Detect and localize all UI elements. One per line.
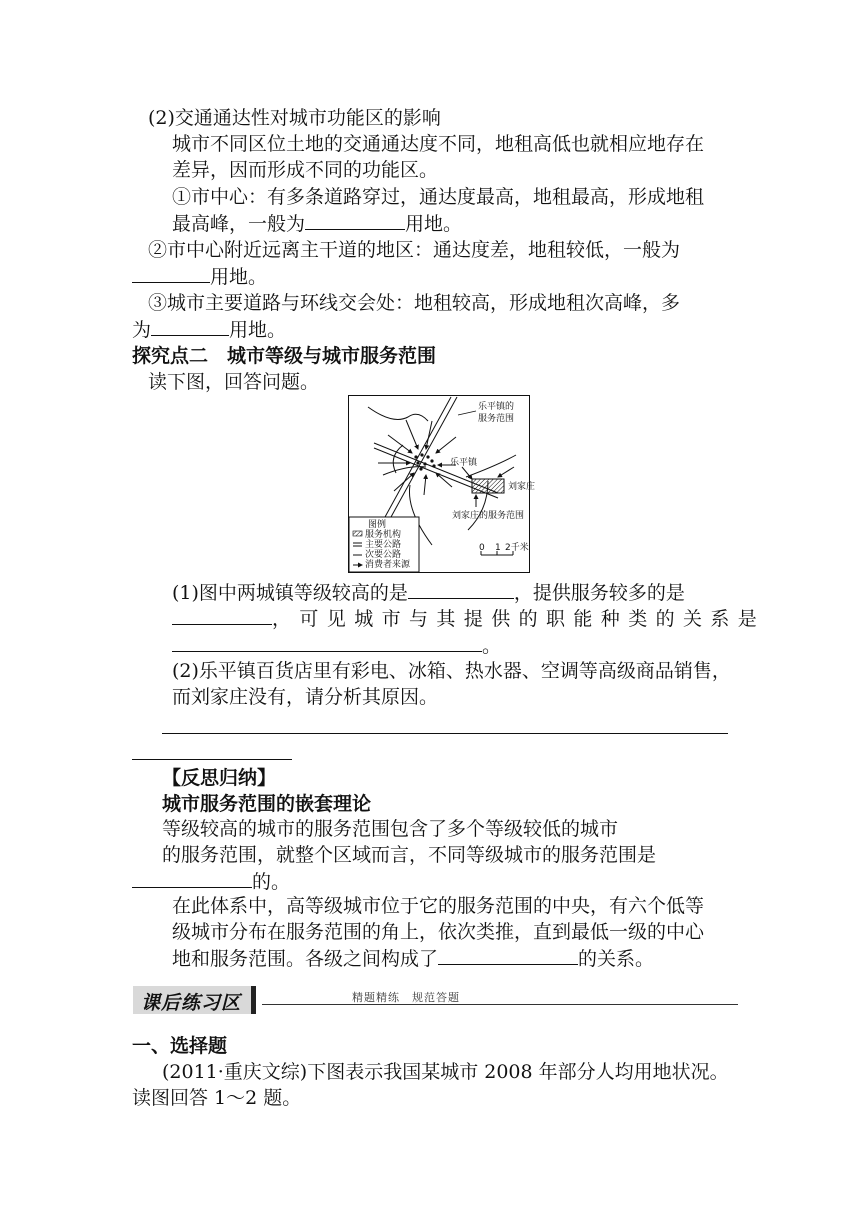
question-2-line1: (2)乐平镇百货店里有彩电、冰箱、热水器、空调等高级商品销售， <box>172 660 731 682</box>
list-item-city-center: ①市中心：有多条道路穿过，通达度最高，地租最高，形成地租 <box>172 186 705 208</box>
text: 。 <box>482 635 502 657</box>
question-1-line1 <box>172 580 685 605</box>
legend-main-road: 主要公路 <box>365 540 402 550</box>
legend-consumer: 消费者来源 <box>365 560 411 570</box>
answer-blank[interactable] <box>172 633 482 652</box>
label-liujiazhuang: 刘家庄 <box>508 482 536 492</box>
text: 用地。 <box>229 319 287 341</box>
paragraph-line <box>132 869 290 894</box>
legend-title: 图例 <box>368 520 387 530</box>
reflection-heading: 【反思归纳】 <box>162 767 277 789</box>
scale-label: 0 <box>479 543 485 553</box>
text: (1)图中两城镇等级较高的是 <box>172 582 408 604</box>
exercise-heading: 一、选择题 <box>132 1035 228 1057</box>
scale-label: 2千米 <box>505 543 529 553</box>
service-range-map <box>348 395 536 573</box>
scale-label: 1 <box>495 543 501 553</box>
label-liujiazhuang-range: 刘家庄的服务范围 <box>452 511 525 521</box>
answer-blank[interactable] <box>408 580 514 599</box>
answer-blank[interactable] <box>438 946 578 965</box>
paragraph-line: 在此体系中，高等级城市位于它的服务范围的中央，有六个低等 <box>172 895 705 917</box>
exercise-intro-line1 <box>162 1060 729 1084</box>
liujiazhuang-service <box>472 479 504 493</box>
question-2-line2: 而刘家庄没有，请分析其原因。 <box>172 686 439 708</box>
text: 的。 <box>252 871 291 893</box>
answer-blank[interactable] <box>172 606 272 625</box>
exercise-intro-line2: 读图回答 1～2 题。 <box>132 1087 302 1109</box>
paragraph-line: 的服务范围，就整个区域而言，不同等级城市的服务范围是 <box>162 844 657 866</box>
text: ，可见城市与其提供的职能种类的关系是 <box>272 608 766 630</box>
source-tag: (2011·重庆文综) <box>162 1061 308 1083</box>
question-1-line2 <box>172 606 766 631</box>
legend-minor-road: 次要公路 <box>365 550 402 560</box>
list-item-road-junction-cont <box>132 317 286 342</box>
text: 下图表示我国某城市 2008 年部分人均用地状况。 <box>307 1061 729 1083</box>
answer-blank[interactable] <box>151 317 229 336</box>
divider <box>262 1004 738 1005</box>
paragraph-line: 等级较高的城市的服务范围包含了多个等级较低的城市 <box>162 818 619 840</box>
section-heading-traffic: (2)交通通达性对城市功能区的影响 <box>148 107 441 129</box>
answer-line[interactable] <box>132 741 292 766</box>
text: 为 <box>132 319 152 341</box>
text: 用地。 <box>210 266 268 288</box>
practice-label-text: 课后练习区 <box>141 992 242 1014</box>
text: 的关系。 <box>578 948 655 970</box>
text: 最高峰，一般为 <box>172 213 306 235</box>
text: 地和服务范围。各级之间构成了 <box>172 948 439 970</box>
list-item-near-center: ②市中心附近远离主干道的地区：通达度差，地租较低，一般为 <box>148 239 681 261</box>
answer-blank[interactable] <box>132 264 210 283</box>
list-item-near-center-cont <box>132 264 267 289</box>
label-leping-range: 服务范围 <box>478 414 515 424</box>
label-leping-range: 乐平镇的 <box>478 402 515 412</box>
paragraph-line <box>172 946 654 971</box>
section-heading-explore-2: 探究点二 城市等级与城市服务范围 <box>132 345 437 367</box>
text: ，提供服务较多的是 <box>513 582 685 604</box>
paragraph-line: 级城市分布在服务范围的角上，依次类推，直到最低一级的中心 <box>172 921 705 943</box>
label-leping: 乐平镇 <box>450 458 478 468</box>
reflection-title: 城市服务范围的嵌套理论 <box>162 793 372 815</box>
list-item-city-center-cont <box>172 211 462 236</box>
answer-line[interactable] <box>162 715 728 740</box>
legend-service: 服务机构 <box>365 530 402 540</box>
practice-subtitle: 精题精练 规范答题 <box>352 991 460 1004</box>
answer-blank[interactable] <box>305 211 405 230</box>
paragraph-line: 城市不同区位土地的交通通达度不同，地租高低也就相应地存在 <box>172 133 705 155</box>
map-legend <box>349 517 419 572</box>
intro-text: 读下图，回答问题。 <box>148 371 320 393</box>
paragraph-line: 差异，因而形成不同的功能区。 <box>172 159 439 181</box>
practice-section-label <box>133 986 256 1014</box>
list-item-road-junction: ③城市主要道路与环线交会处：地租较高，形成地租次高峰，多 <box>148 292 681 314</box>
question-1-line3 <box>172 633 501 658</box>
text: 用地。 <box>405 213 463 235</box>
answer-blank[interactable] <box>132 869 252 888</box>
